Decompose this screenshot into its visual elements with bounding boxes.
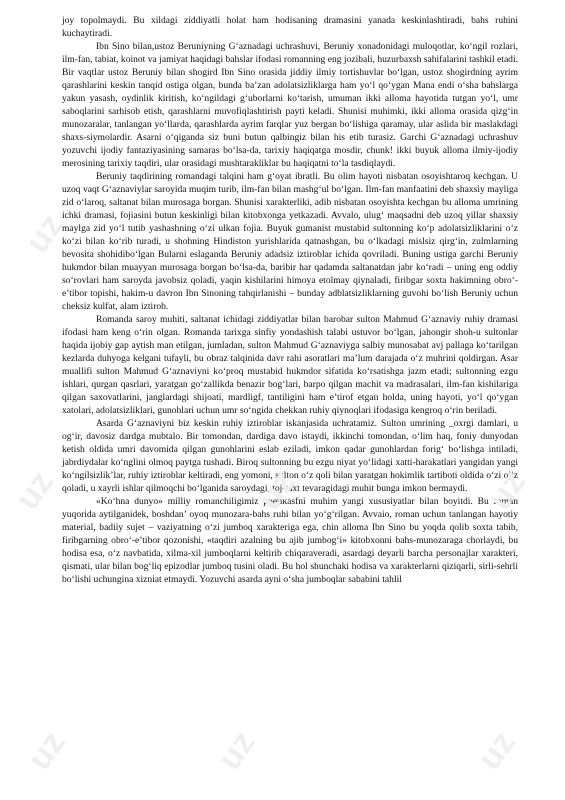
watermark: uz [210, 724, 263, 777]
document-body [62, 14, 518, 586]
paragraph-3: Beruniy taqdirining romandagi talqini ham g‘oyat ibratli. Bu olim hayoti nisbatan osoyishtaroq kechgan. U uzoq vaqt G‘aznaviylar saroyida muqim turib, ilm-fan bilan mashg‘ul bo‘lgan. Ilm-fan manfaatini deb shaxsiy mayliga zid o‘laroq, saltanat bilan murosaga borgan. Shunisi xarakterliki, adib nisbatan osoyishta kechgan bu alloma umrining ichki dramasi, fojiasini butun keskinligi bilan kitobxonga yetkazadi. Avvalo, ulug‘ maqsadni deb uzoq yillar shaxsiy maylga zid yo‘l tutib yashashning o‘zi ulkan fojia. Buyuk gumanist mustabid sultonning ko‘p adolatsizliklarini o‘z ko‘zi bilan ko‘rib turadi, u shohning Hindiston yurishlarida qatnashgan, bu o‘lkadagi mislsiz qirg‘in, zulmlarning bevosita shohidibo‘lgan Bularni eslaganda Beruniy adadsiz iztiroblar ichida qovriladi. Buning ustiga garchi Beruniy hukmdor bilan muayyan murosaga borgan bo‘lsa-da, baribir har qadamda saltanatdan jabr ko‘radi – uning eng oddiy so‘rovlari ham saroyda javobsiz qoladi, yaqin kishilarini himoya etolmay qiynaladi, firibgar soxta hakimning obro‘-e’tibor topishi, hakim-u davron Ibn Sinoning tahqirlanishi – bunday adblatsizliklarning guvohi bo‘lish Beruniy uchun cheksiz kulfat, alam iztirob. [62, 171, 518, 312]
paragraph-2: Ibn Sino bilan,ustoz Beruniyning G‘aznadagi uchrashuvi, Beruniy xonadonidagi muloqotlar, ko‘ngil rozlari, ilm-fan, tabiat, koinot va jamiyat haqidagi bahslar ifodasi romanning eng jozibali, huzurbaxsh sahifalarini tashkil etadi. Bir vaqtlar ustoz Beruniy bilan shogird Ibn Sino orasida jiddiy ilmiy tortishuvlar bo‘lgan, ustoz shogirdning ayrim qarashlarini keskin tanqid ostiga olgan, bunda ba’zan adolatsizliklarga ham yo‘l qo‘ygan Mana endi o‘sha bahslarga yakun yasash, oydinlik kiritish, ko‘ngildagi g‘uborlarni ko‘tarish, umuman ikki alloma hayotida tutgan yo‘l, umr saboqlarini sarhisob etish, qarashlarni muvofiqlashtirish payti keladi. Shunisi muhimki, ikki alloma orasida qizg‘in munozaralar, tanlangan yo‘llarda, qarashlarda ayrim farqlar yuz bergan bo‘lishiga qaramay, ular aslida bir maslakdagi shaxs-siymolardir. Asarni o‘qiganda siz buni butun qalbingiz bilan his etib turasiz. Garchi G‘aznadagi uchrashuv yozuvchi ijodiy fantaziyasining samaras bo‘lsa-da, tarixiy haqiqatga mosdir, chunk! ikki buyuk alloma ilmiy-ijodiy merosining tarixiy taqdiri, ular orasidagi mushtarakliklar bu haqiqatni to‘la tasdiqlaydi. [62, 41, 518, 169]
watermark: uz [8, 464, 61, 517]
watermark: uz [20, 724, 73, 777]
paragraph-4: Romanda saroy muhiti, saltanat ichidagi ziddiyatlar bilan barobar sulton Mahmud G‘aznaviy ruhiy dramasi ifodasi ham keng o‘rin olgan. Romanda tarixga sinfiy yondashish talabi ustuvor bo‘lgan, jahongir shoh-u sultonlar haqida ijobiy gap aytish man etilgan, jumladan, sulton Mahmud G‘aznaviyga salbiy munosabat avj pallaga ko‘tarilgan kezlarda duhyoga kelgani tufayli, bu obraz talqinida davr rahi asoratlari ma’lum darajada o‘z muhrini qoldirgan. Asar muallifi sulton Mahmud G‘aznaviyni ko‘proq mustabid hukmdor sifatida ko‘rsatishga jazm etadi; sultonning ezgu ishlari, qurgan qasrlari, yaratgan go‘zallikda benazir bog‘lari, barpo qilgan machit va madrasalari, ilm-fan kishilariga qilgan saxovatlarini, janglardagi shijoati, mardligf, tantiligini ham e’tirof etgan holda, uning hayoti, yo‘l qo‘ygan xatolari, adolatsizliklari, gunohlari uchun umr so‘ngida chekkan ruhiy qiynoqlari ifodasiga kengroq o‘rin beriladi. [62, 314, 518, 416]
watermark: uz [18, 207, 71, 260]
watermark: uz [250, 464, 303, 517]
watermark: uz [470, 724, 523, 777]
paragraph-1: joy topolmaydi. Bu xildagi ziddiyatli holat ham hodisaning dramasini yanada keskinlashtiradi, bahs ruhini kuchaytiradi. [62, 15, 518, 39]
paragraph-5: Asarda G‘aznaviyni biz keskin ruhiy iztiroblar iskanjasida uchratamiz. Sulton umrining _oxrgi damlari, u og‘ir, davosiz dardga mubtalo. Bir tomondan, dardiga davo istaydi, ikkinchi tomondan, o‘lim haq, foniy dunyodan ketish oldida umri davomida qilgan gunohlarini eslab eziladi, imkon qadar gunohlardan forig‘ bo‘lishga intiladi, jabrdiydalar ko‘nglini olmoq paytga tushadi. Biroq sultonning bu ezgu niyat yo‘lidagi xatti-harakatlari yangidan yangi ko‘ngilsizlik’lar, ruhiy iztiroblar keltiradi, eng yomoni, sulton o‘z qoli bilan yaratgan hokimlik tartiboti oldida o‘zi ojiz qoladi, u xayrli ishlar qilmoqchi bo‘lganida saroydagi, toj-taxt tevaragidagi muhit bunga imkon bermaydi. [62, 418, 518, 494]
watermark: uz [480, 464, 533, 517]
paragraph-6: «Ko‘hna dunyo» milliy romanchiligimiz poetikasfni muhim yangi xususiyatlar bilan boyitdi. Bu roman yuqorida aytilganidek, boshdan’ oyoq munozara-bahs ruhi bilan yo‘g‘rilgan. Avvaio, roman uchun tanlangan hayotiy material, badiiy sujet – vaziyatning o‘zi jumboq xarakteriga ega, chin alloma Ibn Sino bu yoqda qolib soxta tabib, firibgarning obro‘-e’tibor qozonishi, «taqdiri azalning bu ajib jumbog‘i» kitobxonni bahs-munozaraga chorlaydi, bu hodisa esa, o‘z navbatida, xilma-xil jumboqlarni keltirib chiqaraveradi, asardagi deyarli barcha personajlar xarakteri, qismati, ular bilan bog‘liq epizodlar jumboq tusini oladi. Bu hol shunchaki hodisa va xarakterlarni qiziqarli, sirli-sehrli bo‘lishi uchungina xizniat etmaydi. Yozuvchi asarda ayni o‘sha jumboqlar sababini tahlil [62, 496, 518, 585]
